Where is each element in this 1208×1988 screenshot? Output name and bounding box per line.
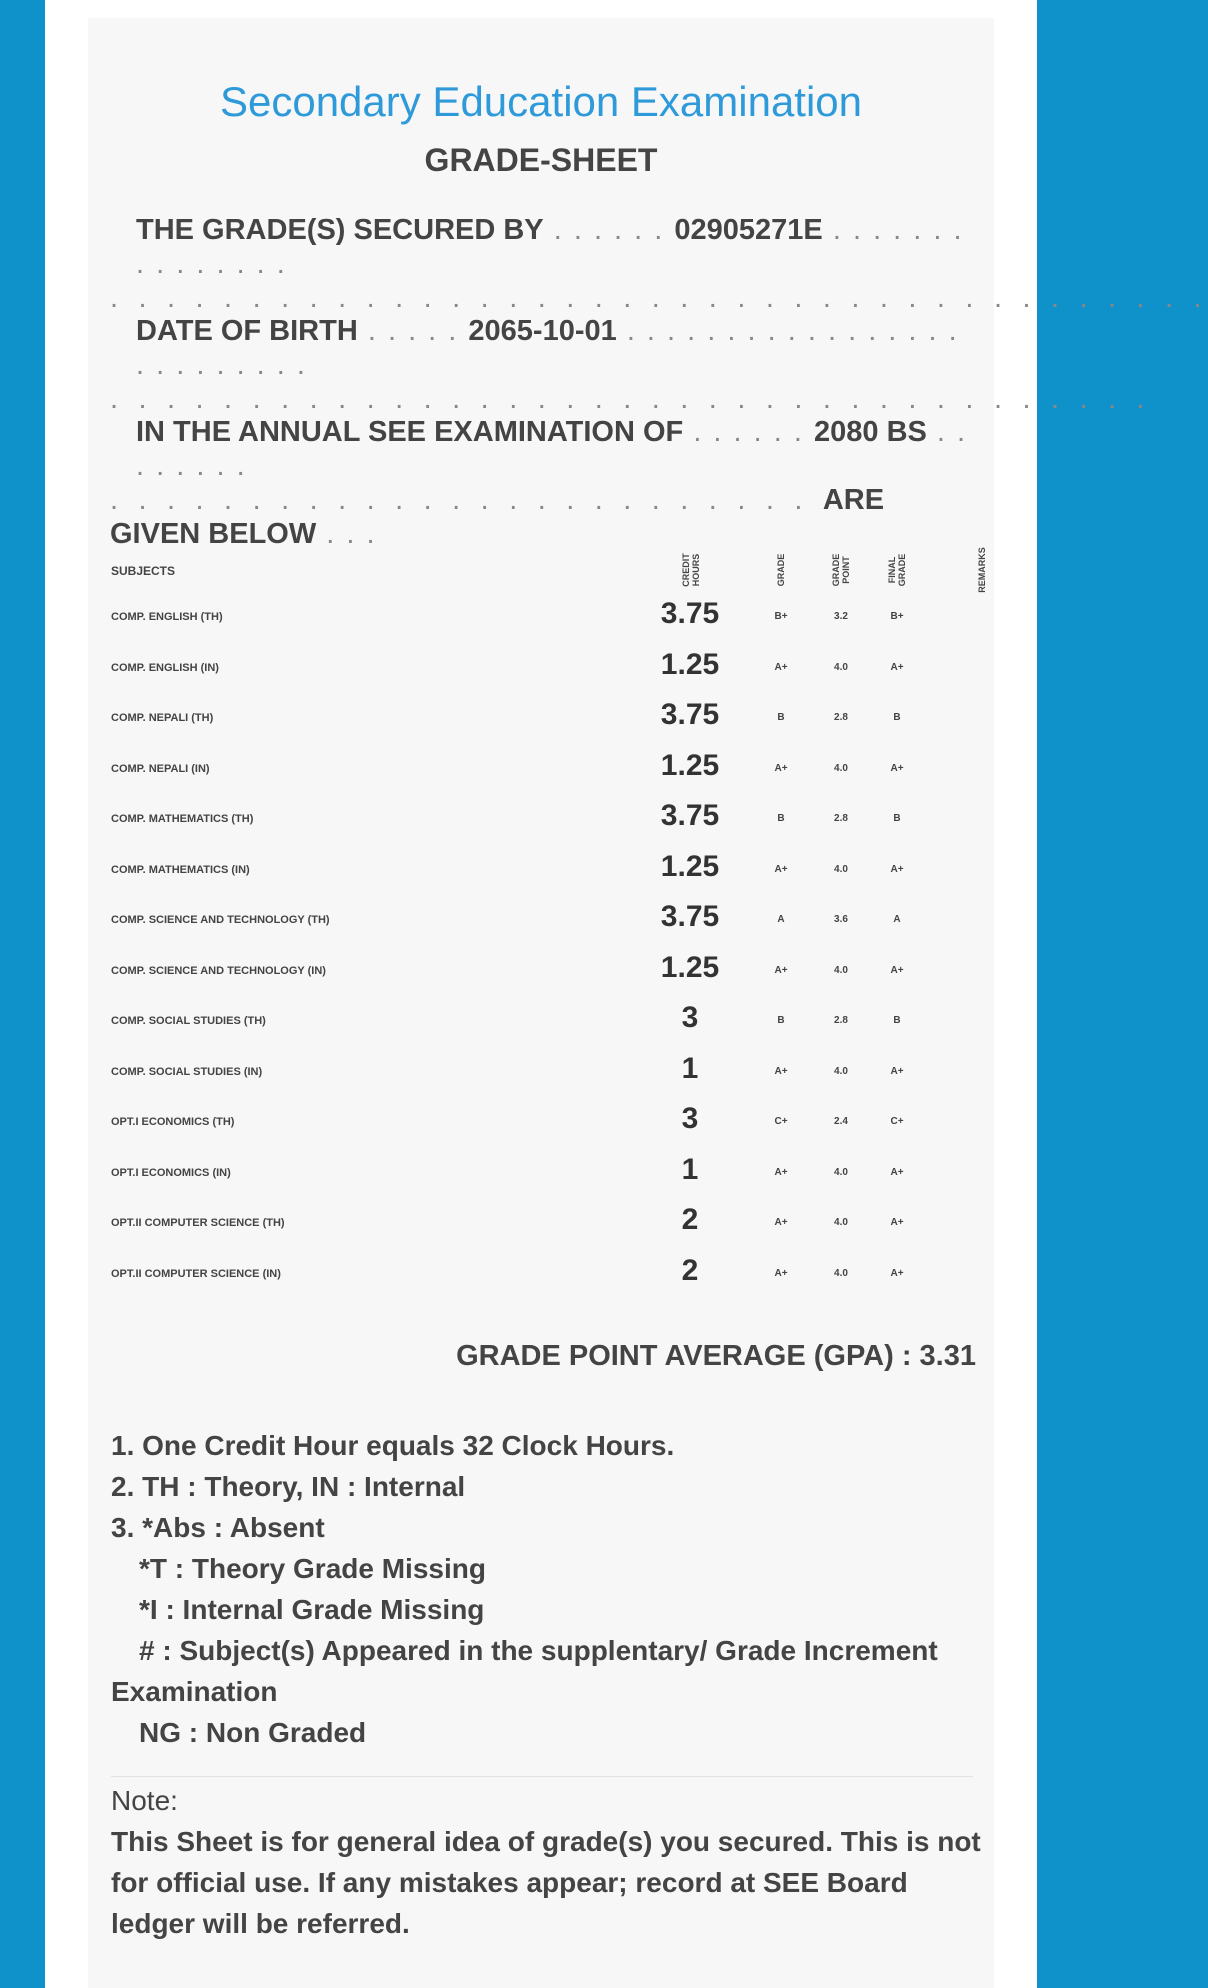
table-row (88, 1250, 994, 1300)
grade-cell: B+ (774, 611, 788, 622)
subject-cell: COMP. MATHEMATICS (TH) (111, 813, 254, 825)
grade-cell: A+ (774, 1166, 788, 1178)
grade-point-cell: 3.2 (834, 611, 848, 622)
secured-label: THE GRADE(S) SECURED BY (136, 214, 544, 246)
legend-line: 2. TH : Theory, IN : Internal (111, 1471, 466, 1502)
final-grade-cell: C+ (890, 1116, 904, 1127)
grade-point-cell: 4.0 (834, 661, 848, 673)
subject-cell: OPT.I ECONOMICS (TH) (111, 1116, 235, 1128)
subject-cell: OPT.II COMPUTER SCIENCE (IN) (111, 1267, 281, 1280)
subject-cell: COMP. ENGLISH (TH) (111, 611, 223, 623)
grade-point-cell: 4.0 (834, 964, 848, 976)
note-text: This Sheet is for general idea of grade(s) you secured. This is not for official use. If any mistakes appear; record at SEE Board ledger will be referred. (111, 1826, 981, 1939)
legend-line: Examination (111, 1676, 278, 1707)
grade-point-cell: 4.0 (834, 1166, 848, 1178)
table-row (88, 1048, 994, 1098)
exam-label: IN THE ANNUAL SEE EXAMINATION OF (136, 416, 684, 448)
table-row (88, 795, 994, 845)
final-grade-cell: A+ (890, 661, 904, 673)
subject-cell: COMP. SOCIAL STUDIES (IN) (111, 1065, 263, 1078)
credit-hours-cell: 3.75 (660, 900, 720, 933)
final-grade-cell: A+ (890, 1267, 904, 1279)
credit-hours-cell: 1.25 (660, 748, 720, 782)
final-grade-cell: A+ (890, 1065, 904, 1077)
credit-hours-cell: 1 (681, 1051, 699, 1085)
subject-cell: COMP. NEPALI (IN) (111, 762, 210, 775)
grade-point-cell: 3.6 (834, 914, 848, 925)
gpa-value: 3.31 (919, 1340, 976, 1372)
given-below: ARE GIVEN BELOW (110, 484, 885, 550)
grade-cell: B (777, 712, 785, 723)
credit-hours-cell: 2 (681, 1203, 699, 1236)
grade-cell: B (777, 813, 785, 824)
grade-cell: A+ (774, 661, 788, 673)
final-grade-cell: A+ (890, 762, 904, 774)
divider (111, 1776, 973, 1777)
grade-cell: A+ (774, 1065, 788, 1077)
header-final-grade: FINAL GRADE (887, 553, 907, 587)
table-row (88, 997, 994, 1047)
gpa-label: GRADE POINT AVERAGE (GPA) : (456, 1340, 912, 1372)
subject-cell: COMP. SCIENCE AND TECHNOLOGY (IN) (111, 964, 326, 977)
final-grade-cell: A+ (890, 1166, 904, 1178)
legend (111, 1425, 971, 1753)
header-grade-point: GRADE POINT (831, 553, 851, 587)
dob-value: 2065-10-01 (468, 315, 617, 347)
grade-point-cell: 4.0 (834, 863, 848, 875)
grade-point-cell: 2.4 (834, 1116, 848, 1127)
credit-hours-cell: 1.25 (660, 849, 720, 883)
grade-cell: A+ (774, 762, 788, 774)
table-row (88, 593, 994, 643)
credit-hours-cell: 3 (681, 1102, 699, 1135)
grade-point-cell: 4.0 (834, 1217, 848, 1228)
dob-line: DATE OF BIRTH . . . . . 2065-10-01 . . . . . . . . . . . . . . . . . . . . . . . . . . . . . . . . . . . . . . . . . . . . . . . . . . . . . . . . . . . . . . . (110, 315, 1151, 415)
subject-cell: COMP. SOCIAL STUDIES (TH) (111, 1015, 266, 1027)
credit-hours-cell: 3.75 (660, 698, 720, 731)
final-grade-cell: B (893, 813, 901, 824)
sheet-subtitle: GRADE-SHEET (424, 142, 658, 178)
final-grade-cell: B (893, 1015, 901, 1026)
final-grade-cell: B+ (890, 611, 904, 622)
credit-hours-cell: 1.25 (660, 647, 720, 681)
exam-title: Secondary Education Examination (219, 78, 863, 125)
grade-sheet (88, 18, 1208, 1988)
dob-label: DATE OF BIRTH (136, 315, 358, 347)
final-grade-cell: A (893, 914, 901, 925)
grade-point-cell: 4.0 (834, 1065, 848, 1077)
gpa-line (456, 1340, 976, 1373)
grade-point-cell: 2.8 (834, 1015, 848, 1026)
final-grade-cell: A+ (890, 964, 904, 976)
symbol-number: 02905271E (674, 214, 823, 246)
table-row (88, 1098, 994, 1148)
final-grade-cell: A+ (890, 1217, 904, 1228)
exam-line: IN THE ANNUAL SEE EXAMINATION OF . . . . . . 2080 BS . . . . . . . . . . . . . . . . . . . . . . . . . . . . . . . . . ARE GIVEN BELOW . . . (110, 416, 968, 550)
grade-point-cell: 4.0 (834, 762, 848, 774)
grade-point-cell: 2.8 (834, 813, 848, 824)
credit-hours-cell: 1.25 (660, 950, 720, 984)
grade-cell: C+ (774, 1116, 788, 1127)
table-row (88, 896, 994, 946)
final-grade-cell: B (893, 712, 901, 723)
grade-point-cell: 2.8 (834, 712, 848, 723)
exam-year: 2080 BS (814, 416, 927, 448)
table-row (88, 846, 994, 896)
credit-hours-cell: 3.75 (660, 799, 720, 832)
grade-cell: A+ (774, 964, 788, 976)
credit-hours-cell: 1 (681, 1152, 699, 1186)
grade-cell: A (777, 914, 785, 925)
legend-line: NG : Non Graded (139, 1717, 367, 1748)
subject-cell: COMP. ENGLISH (IN) (111, 661, 219, 674)
credit-hours-cell: 2 (681, 1253, 699, 1287)
table-row (88, 1149, 994, 1199)
table-row (88, 745, 994, 795)
legend-line: 3. *Abs : Absent (111, 1512, 325, 1543)
legend-line: # : Subject(s) Appeared in the supplentary/ Grade Increment (139, 1635, 938, 1666)
subject-cell: COMP. SCIENCE AND TECHNOLOGY (TH) (111, 914, 330, 926)
final-grade-cell: A+ (890, 863, 904, 875)
legend-line: 1. One Credit Hour equals 32 Clock Hours. (111, 1430, 675, 1461)
subject-cell: OPT.II COMPUTER SCIENCE (TH) (111, 1217, 285, 1229)
subject-cell: COMP. NEPALI (TH) (111, 712, 214, 724)
header-grade: GRADE (776, 553, 786, 587)
page-frame (45, 0, 1208, 1988)
table-row (88, 1199, 994, 1249)
legend-line: *I : Internal Grade Missing (139, 1594, 485, 1625)
table-row (88, 947, 994, 997)
header-credit-hours: CREDIT HOURS (681, 553, 701, 587)
grade-point-cell: 4.0 (834, 1267, 848, 1279)
grade-cell: A+ (774, 1217, 788, 1228)
note-block (111, 1780, 983, 1944)
grade-cell: A+ (774, 863, 788, 875)
secured-by-line: THE GRADE(S) SECURED BY . . . . . . 02905271E . . . . . . . . . . . . . . . . . . . . . . . . . . . . . . . . . . . . . . . . . . . . . . . . . . . . . . (110, 214, 1208, 314)
header-subjects: SUBJECTS (111, 564, 176, 578)
subject-cell: COMP. MATHEMATICS (IN) (111, 863, 250, 876)
subject-cell: OPT.I ECONOMICS (IN) (111, 1166, 231, 1179)
header-remarks: REMARKS (977, 547, 987, 593)
grade-cell: A+ (774, 1267, 788, 1279)
table-row (88, 694, 994, 744)
note-heading: Note: (111, 1785, 178, 1816)
credit-hours-cell: 3 (681, 1001, 699, 1034)
table-row (88, 644, 994, 694)
credit-hours-cell: 3.75 (660, 597, 720, 630)
grade-cell: B (777, 1015, 785, 1026)
legend-line: *T : Theory Grade Missing (139, 1553, 486, 1584)
